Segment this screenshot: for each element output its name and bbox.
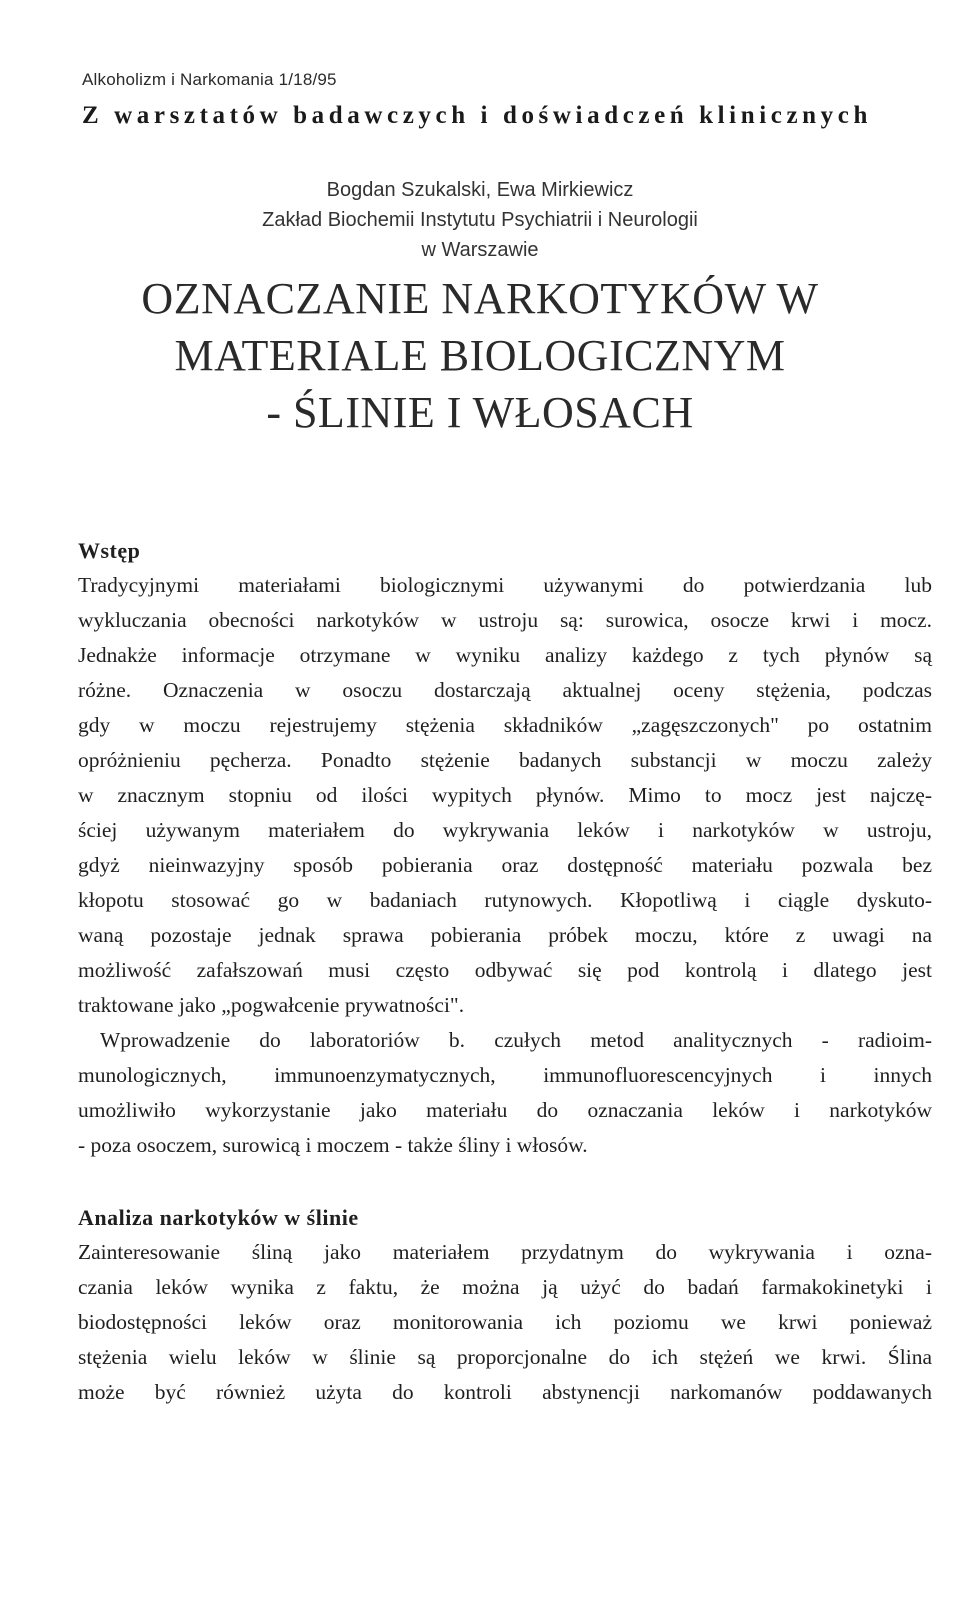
text-line: gdy w moczu rejestrujemy stężenia składników „zagęszczonych" po ostatnim: [78, 713, 932, 737]
text-line: może być również użyta do kontroli abstynencji narkomanów poddawanych: [78, 1380, 932, 1404]
title-line: OZNACZANIE NARKOTYKÓW W: [141, 274, 819, 323]
intro-section: [78, 533, 932, 1163]
article-title: [60, 270, 900, 441]
text-line: gdyż nieinwazyjny sposób pobierania oraz dostępność materiału pozwala bez: [78, 853, 932, 877]
text-line: munologicznych, immunoenzymatycznych, immunofluorescencyjnych i innych: [78, 1063, 932, 1087]
text-line: biodostępności leków oraz monitorowania ich poziomu we krwi ponieważ: [78, 1310, 932, 1334]
saliva-heading: Analiza narkotyków w ślinie: [78, 1205, 359, 1230]
text-line: czania leków wynika z faktu, że można ją użyć do badań farmakokinetyki i: [78, 1275, 932, 1299]
journal-header: Alkoholizm i Narkomania 1/18/95: [82, 70, 337, 89]
author-city: w Warszawie: [421, 239, 539, 261]
text-line: ściej używanym materiałem do wykrywania leków i narkotyków w ustroju,: [78, 818, 932, 842]
text-line: - poza osoczem, surowicą i moczem - także śliny i włosów.: [78, 1133, 588, 1157]
text-line: Jednakże informacje otrzymane w wyniku analizy każdego z tych płynów są: [78, 643, 932, 667]
saliva-section: [78, 1200, 932, 1410]
text-line: umożliwiło wykorzystanie jako materiału do oznaczania leków i narkotyków: [78, 1098, 932, 1122]
text-line: waną pozostaje jednak sprawa pobierania próbek moczu, które z uwagi na: [78, 923, 932, 947]
text-line: Zainteresowanie śliną jako materiałem przydatnym do wykrywania i ozna-: [78, 1240, 932, 1264]
text-line: możliwość zafałszowań musi często odbywać się pod kontrolą i dlatego jest: [78, 958, 932, 982]
text-line: w znacznym stopniu od ilości wypitych płynów. Mimo to mocz jest najczę-: [78, 783, 932, 807]
title-line: - ŚLINIE I WŁOSACH: [266, 388, 694, 437]
text-line: Tradycyjnymi materiałami biologicznymi używanymi do potwierdzania lub: [78, 573, 932, 597]
text-line: traktowane jako „pogwałcenie prywatności".: [78, 993, 465, 1017]
text-line: Wprowadzenie do laboratoriów b. czułych metod analitycznych - radioim-: [100, 1028, 932, 1052]
authors-block: [100, 175, 860, 265]
text-line: różne. Oznaczenia w osoczu dostarczają aktualnej oceny stężenia, podczas: [78, 678, 932, 702]
intro-heading: Wstęp: [78, 538, 141, 563]
author-institution: Zakład Biochemii Instytutu Psychiatrii i Neurologii: [262, 209, 698, 231]
title-line: MATERIALE BIOLOGICZNYM: [174, 331, 786, 380]
text-line: stężenia wielu leków w ślinie są proporcjonalne do ich stężeń we krwi. Ślina: [78, 1345, 932, 1369]
text-line: wykluczania obecności narkotyków w ustroju są: surowica, osocze krwi i mocz.: [78, 608, 932, 632]
text-line: opróżnieniu pęcherza. Ponadto stężenie badanych substancji w moczu zależy: [78, 748, 932, 772]
section-heading: Z warsztatów badawczych i doświadczeń klinicznych: [82, 102, 872, 129]
author-names: Bogdan Szukalski, Ewa Mirkiewicz: [326, 179, 634, 201]
text-line: kłopotu stosować go w badaniach rutynowych. Kłopotliwą i ciągle dyskuto-: [78, 888, 932, 912]
